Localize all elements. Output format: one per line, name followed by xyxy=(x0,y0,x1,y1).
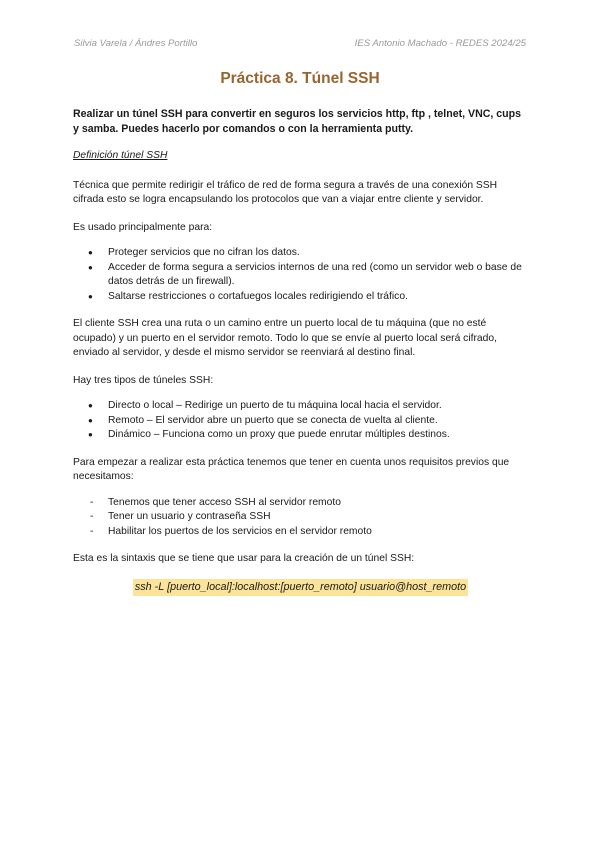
uses-list xyxy=(73,246,528,304)
command-block xyxy=(73,579,528,596)
page-header xyxy=(74,38,526,49)
types-list xyxy=(73,399,528,443)
assignment-statement: Realizar un túnel SSH para convertir en seguros los servicios http, ftp , telnet, VNC, cups y samba. Puedes hacerlo por comandos o con la herramienta putty. xyxy=(73,108,521,135)
section-subheading: Definición túnel SSH xyxy=(73,150,168,161)
header-school: IES Antonio Machado - REDES 2024/25 xyxy=(354,38,526,49)
syntax-intro: Esta es la sintaxis que se tiene que usar para la creación de un túnel SSH: xyxy=(73,553,415,564)
page-title: Práctica 8. Túnel SSH xyxy=(220,70,380,87)
requirements-list xyxy=(73,496,528,540)
list-item: - Habilitar los puertos de los servicios en el servidor remoto xyxy=(73,525,528,540)
list-item: ● Proteger servicios que no cifran los datos. xyxy=(73,246,528,261)
list-item: ● Directo o local – Redirige un puerto de tu máquina local hacia el servidor. xyxy=(73,399,528,414)
ssh-command: ssh -L [puerto_local]:localhost:[puerto_remoto] usuario@host_remoto xyxy=(133,579,468,596)
list-item: - Tenemos que tener acceso SSH al servidor remoto xyxy=(73,496,528,511)
list-item: ● Remoto – El servidor abre un puerto que se conecta de vuelta al cliente. xyxy=(73,414,528,429)
types-intro: Hay tres tipos de túneles SSH: xyxy=(73,374,214,386)
header-authors: Silvia Varela / Ándres Portillo xyxy=(74,38,198,49)
list-item: ● Acceder de forma segura a servicios internos de una red (como un servidor web o base de datos detrás de un firewall). xyxy=(73,261,528,290)
requirements-intro: Para empezar a realizar esta práctica tenemos que tener en cuenta unos requisitos previos que necesitamos: xyxy=(73,456,510,482)
explanation-paragraph: El cliente SSH crea una ruta o un camino entre un puerto local de tu máquina (que no esté ocupado) y un puerto en el servidor remoto. Todo lo que se envíe al puerto local será cifrado, enviado al servidor, y desde el mismo servidor se reenviará al destino final. xyxy=(73,318,497,358)
document-body xyxy=(73,107,528,596)
list-item: ● Dinámico – Funciona como un proxy que puede enrutar múltiples destinos. xyxy=(73,428,528,443)
list-item: - Tener un usuario y contraseña SSH xyxy=(73,510,528,525)
uses-intro: Es usado principalmente para: xyxy=(73,221,213,233)
list-item: ● Saltarse restricciones o cortafuegos locales redirigiendo el tráfico. xyxy=(73,290,528,305)
definition-paragraph: Técnica que permite redirigir el tráfico de red de forma segura a través de una conexión SSH cifrada esto se logra encapsulando los protocolos que van a viajar entre cliente y servidor. xyxy=(73,179,498,205)
